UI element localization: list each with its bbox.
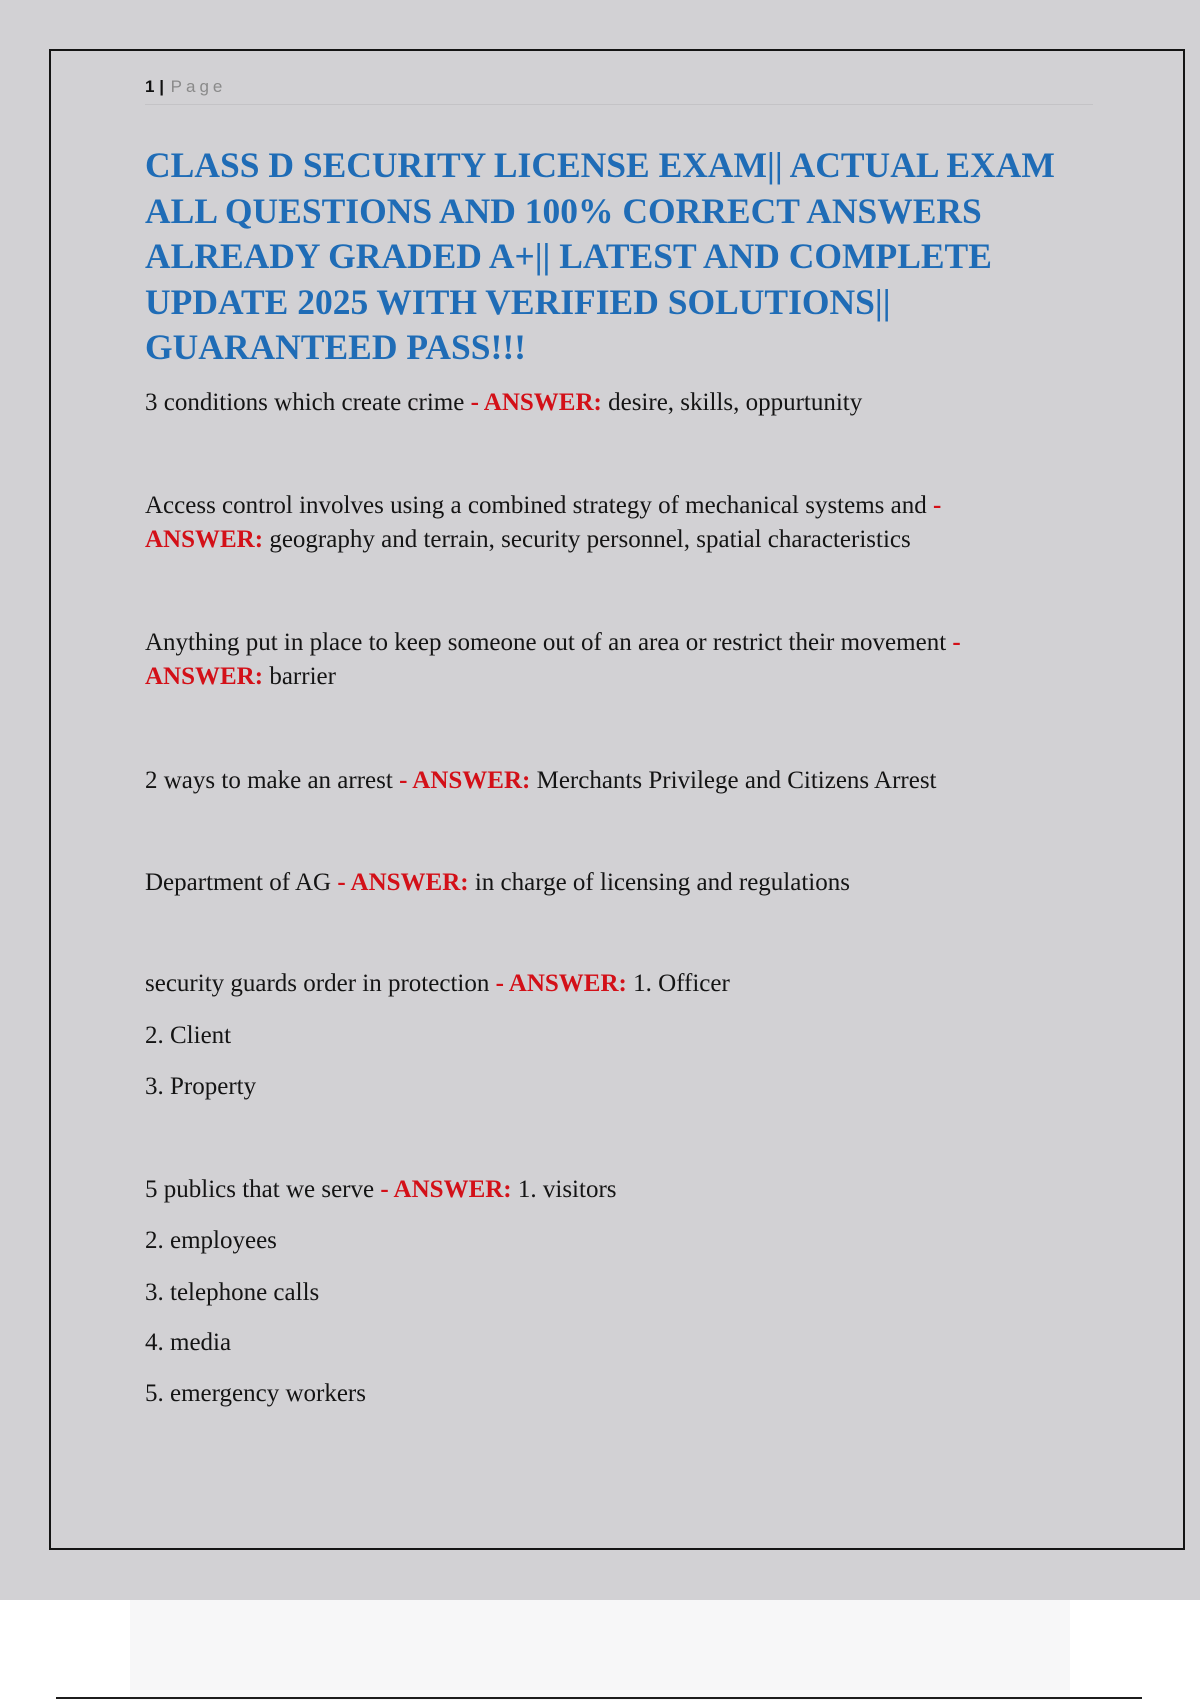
answer-dash: - <box>952 629 961 656</box>
list-item: 5. emergency workers <box>145 1380 366 1407</box>
qa-item-continuation <box>145 524 1095 556</box>
list-item: 3. Property <box>145 1073 257 1100</box>
answer-marker: - ANSWER: <box>470 389 602 416</box>
title-line: ALL QUESTIONS AND 100% CORRECT ANSWERS <box>145 190 982 231</box>
qa-item <box>145 627 1095 659</box>
question-text: Access control involves using a combined strategy of mechanical systems and <box>145 492 927 519</box>
next-page-rule <box>56 1697 1142 1699</box>
qa-item <box>145 867 1095 899</box>
question-text: 3 conditions which create crime <box>145 389 465 416</box>
qa-item <box>145 765 1095 797</box>
qa-item <box>145 1174 1095 1206</box>
question-text: Anything put in place to keep someone out of an area or restrict their movement <box>145 629 947 656</box>
qa-item <box>145 387 1095 419</box>
document-title <box>145 143 1095 371</box>
answer-text: desire, skills, oppurtunity <box>608 389 863 416</box>
question-text: security guards order in protection <box>145 970 490 997</box>
answer-text: in charge of licensing and regulations <box>474 869 850 896</box>
answer-text: Merchants Privilege and Citizens Arrest <box>536 767 937 794</box>
question-text: Department of AG <box>145 869 332 896</box>
answer-label: ANSWER: <box>145 526 264 553</box>
title-line: CLASS D SECURITY LICENSE EXAM|| ACTUAL EXAM <box>145 145 1055 185</box>
title-line: UPDATE 2025 WITH VERIFIED SOLUTIONS|| <box>145 281 891 322</box>
title-line: ALREADY GRADED A+|| LATEST AND COMPLETE <box>145 236 992 276</box>
page-header <box>145 74 1093 105</box>
page-gap <box>130 1600 1070 1700</box>
qa-item-continuation <box>145 661 1095 693</box>
answer-marker: - ANSWER: <box>495 970 627 997</box>
answer-text: 1. Officer <box>633 970 730 997</box>
list-item: 3. telephone calls <box>145 1279 320 1306</box>
qa-item <box>145 490 1095 522</box>
list-item: 4. media <box>145 1329 232 1356</box>
page-separator: | <box>154 77 169 96</box>
answer-text: geography and terrain, security personnel, spatial characteristics <box>269 526 911 553</box>
answer-marker: - ANSWER: <box>380 1176 512 1203</box>
list-item: 2. Client <box>145 1022 232 1049</box>
answer-text: 1. visitors <box>517 1176 617 1203</box>
qa-item <box>145 968 1095 1000</box>
answer-label: ANSWER: <box>145 663 264 690</box>
answer-text: barrier <box>269 663 336 690</box>
title-line: GUARANTEED PASS!!! <box>145 327 526 367</box>
question-text: 5 publics that we serve <box>145 1176 375 1203</box>
page-number: 1 <box>145 77 155 96</box>
answer-dash: - <box>933 492 942 519</box>
list-item: 2. employees <box>145 1227 277 1254</box>
answer-marker: - ANSWER: <box>399 767 531 794</box>
question-text: 2 ways to make an arrest <box>145 767 393 794</box>
answer-marker: - ANSWER: <box>337 869 469 896</box>
page-label: Page <box>170 77 227 96</box>
